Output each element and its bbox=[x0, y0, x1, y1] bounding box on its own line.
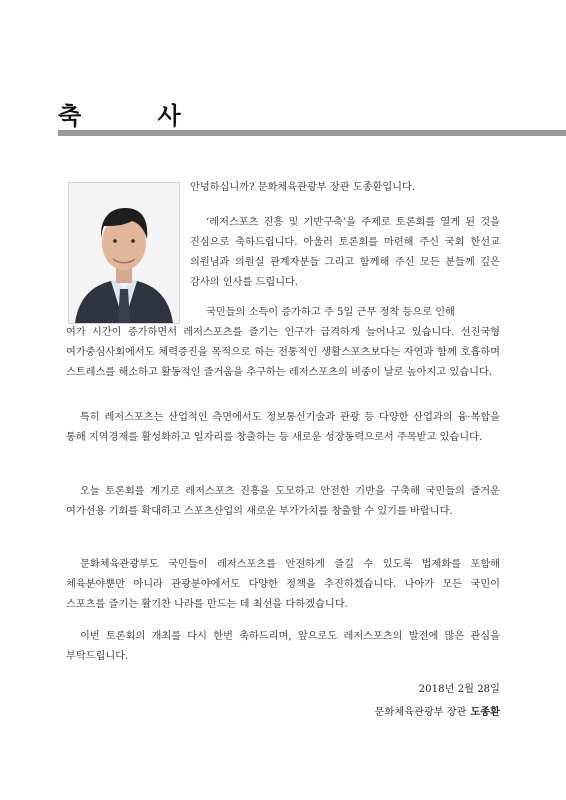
closing-paragraph: 이번 토론회의 개최를 다시 한번 축하드리며, 앞으로도 레저스포츠의 발전에 많은 관심을 부탁드립니다. bbox=[66, 631, 500, 662]
congratulation-paragraph: ‘레저스포츠 진흥 및 기반구축’을 주제로 토론회를 열게 된 것을 진심으로 축하드립니다. 아울러 토론회를 마련해 주신 국회 한선교 의원님과 의원실 관계자분들 그리고 함께해 주신 모든 분들께 깊은 감사의 인사를 드립니다. bbox=[190, 217, 500, 288]
ministry-policy-paragraph: 문화체육관광부도 국민들이 레저스포츠를 안전하게 즐길 수 있도록 법제화를 포함해 체육분야뿐만 아니라 관광분야에서도 다양한 정책을 추진하겠습니다. 나아가 모든 국민이 스포츠를 즐기는 활기찬 나라를 만드는 데 최선을 다하겠습니다. bbox=[66, 559, 500, 610]
leisure-growth-paragraph bbox=[66, 303, 500, 383]
document-date: 2018년 2월 28일 bbox=[418, 684, 500, 695]
industry-paragraph: 특히 레저스포츠는 산업적인 측면에서도 정보통신기술과 관광 등 다양한 산업과의 융·복합을 통해 지역경제를 활성화하고 일자리를 창출하는 등 새로운 성장동력으로서 주목받고 있습니다. bbox=[66, 412, 500, 443]
signature-title: 문화체육관광부 장관 bbox=[374, 707, 467, 718]
signature-block bbox=[375, 703, 500, 718]
leisure-growth-first-line: 국민들의 소득이 증가하고 주 5일 근무 정착 등으로 인해 bbox=[206, 307, 455, 318]
forum-hope-paragraph: 오늘 토론회를 계기로 레저스포츠 진흥을 도모하고 안전한 기반을 구축해 국민들의 즐거운 여가선용 기회를 확대하고 스포츠산업의 새로운 부가가치를 창출할 수 있기를 바랍니다. bbox=[66, 486, 500, 517]
leisure-growth-rest: 여가 시간이 증가하면서 레저스포츠를 즐기는 인구가 급격하게 늘어나고 있습니다. 선진국형 여가중심사회에서도 체력증진을 목적으로 하는 전통적인 생활스포츠보다는 자연과 함께 호흡하며 스트레스를 해소하고 활동적인 즐거움을 추구하는 레저스포츠의 비중이 날로 높아지고 있습니다. bbox=[66, 327, 500, 378]
title-divider bbox=[58, 130, 566, 136]
greeting-paragraph: 안녕하십니까? 문화체육관광부 장관 도종환입니다. bbox=[190, 182, 416, 193]
page-title: 축 사 bbox=[58, 102, 215, 130]
signature-name: 도종환 bbox=[470, 707, 500, 718]
